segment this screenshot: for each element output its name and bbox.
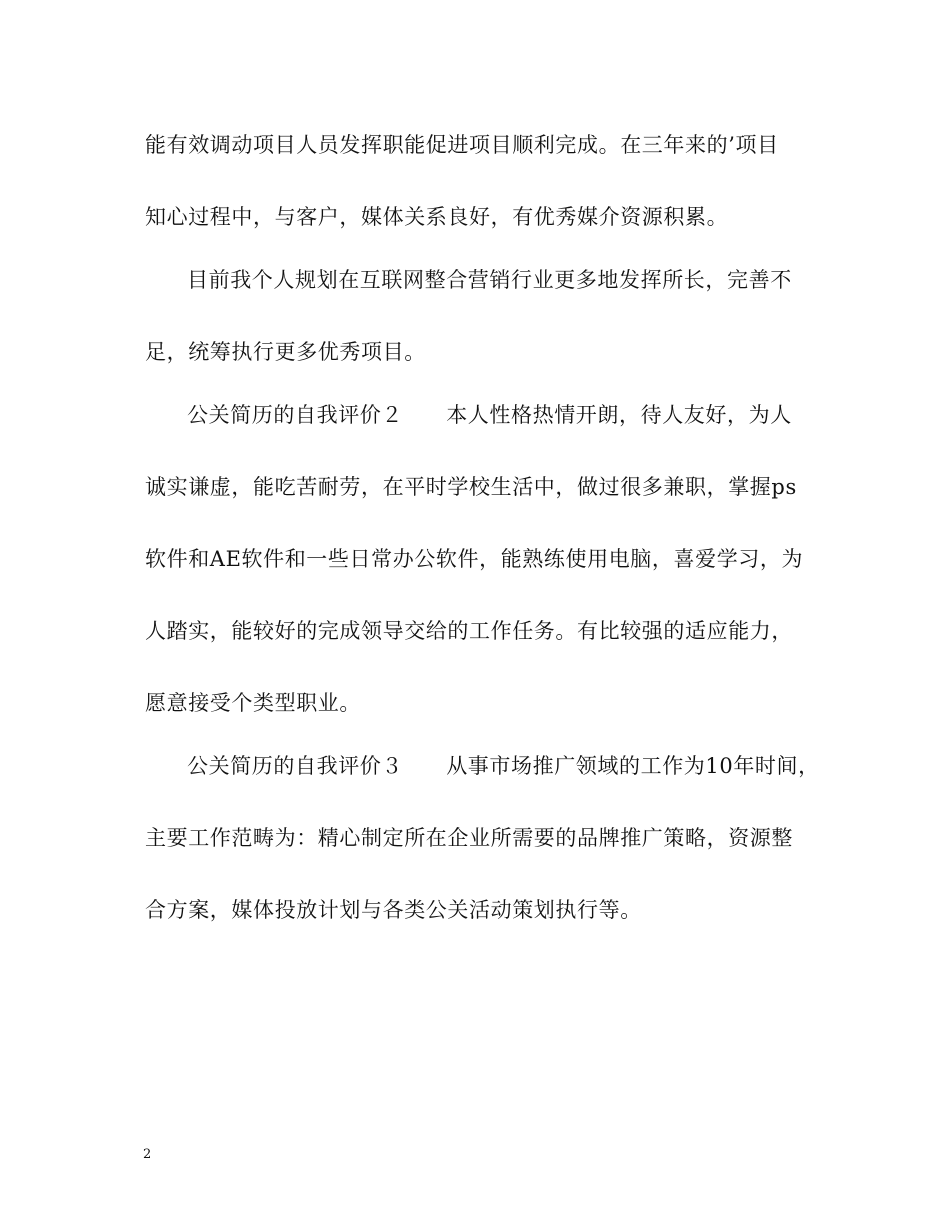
text-line-4: 足，统筹执行更多优秀项目。 (145, 340, 426, 364)
text-line-2: 知心过程中，与客户，媒体关系良好，有优秀媒介资源积累。 (145, 205, 729, 229)
text-line-3: 目前我个人规划在互联网整合营销行业更多地发挥所长，完善不 (187, 268, 792, 292)
text-line-1: 能有效调动项目人员发挥职能促进项目顺利完成。在三年来的’项目 (145, 133, 779, 157)
page-number: 2 (143, 1147, 152, 1162)
text-line-11: 主要工作范畴为：精心制定所在企业所需要的品牌推广策略，资源整 (145, 826, 793, 850)
text-line-8: 人踏实，能较好的完成领导交给的工作任务。有比较强的适应能力， (145, 619, 793, 643)
text-line-9: 愿意接受个类型职业。 (145, 691, 361, 715)
text-line-6: 诚实谦虚，能吃苦耐劳，在平时学校生活中，做过很多兼职，掌握ps (145, 475, 797, 499)
text-line-5: 公关简历的自我评价２ 本人性格热情开朗，待人友好，为人 (187, 403, 792, 427)
text-line-12: 合方案，媒体投放计划与各类公关活动策划执行等。 (145, 898, 642, 922)
text-line-10: 公关简历的自我评价３ 从事市场推广领域的工作为10年时间， (187, 754, 820, 778)
text-line-7: 软件和AE软件和一些日常办公软件，能熟练使用电脑，喜爱学习，为 (145, 547, 804, 571)
